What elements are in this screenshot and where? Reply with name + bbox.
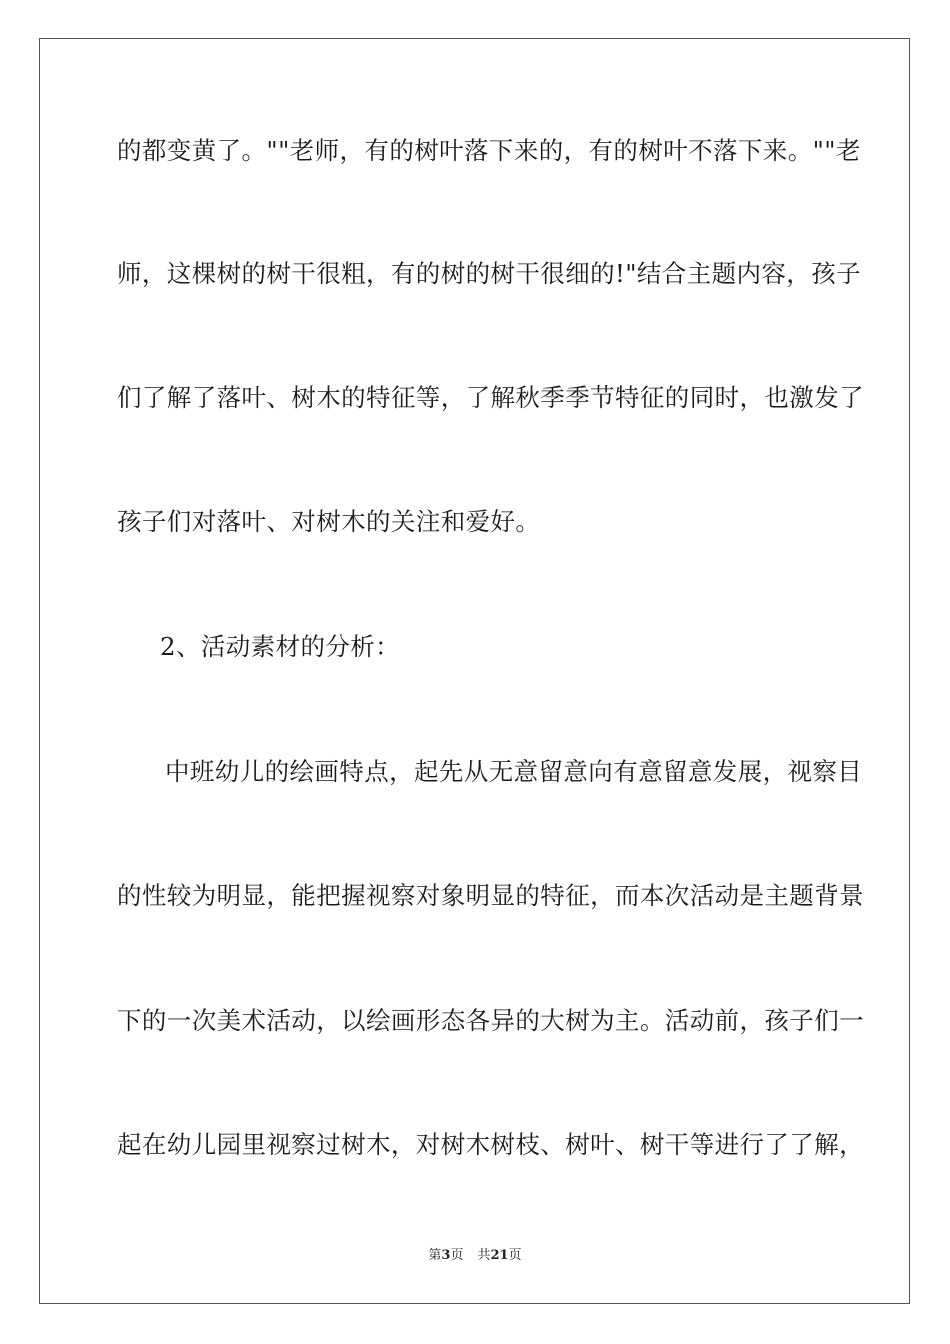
body-line-1: 的都变黄了。""老师，有的树叶落下来的，有的树叶不落下来。""老 (117, 136, 861, 165)
body-line-6: 中班幼儿的绘画特点，起先从无意留意向有意留意发展，视察目 (165, 757, 863, 786)
body-line-3: 们了解了落叶、树木的特征等，了解秋季季节特征的同时，也激发了 (117, 383, 864, 412)
footer-prefix: 第 (428, 1248, 442, 1263)
footer-current-page: 3 (441, 1248, 451, 1263)
body-line-4: 孩子们对落叶、对树木的关注和爱好。 (117, 507, 541, 536)
footer-total-unit: 页 (508, 1248, 522, 1263)
section-heading: 2、活动素材的分析： (160, 632, 401, 661)
body-line-8: 下的一次美术活动，以绘画形态各异的大树为主。活动前，孩子们一 (117, 1006, 864, 1035)
footer-total-pages: 21 (490, 1248, 509, 1263)
page-border (39, 38, 910, 1304)
page-footer (0, 1247, 950, 1265)
footer-total-prefix: 共 (477, 1248, 491, 1263)
body-line-9: 起在幼儿园里视察过树木，对树木树枝、树叶、树干等进行了了解， (117, 1130, 864, 1159)
body-line-2: 师，这棵树的树干很粗，有的树的树干很细的!"结合主题内容，孩子 (117, 259, 862, 288)
body-line-7: 的性较为明显，能把握视察对象明显的特征，而本次活动是主题背景 (117, 881, 864, 910)
footer-page-unit: 页 (450, 1248, 464, 1263)
